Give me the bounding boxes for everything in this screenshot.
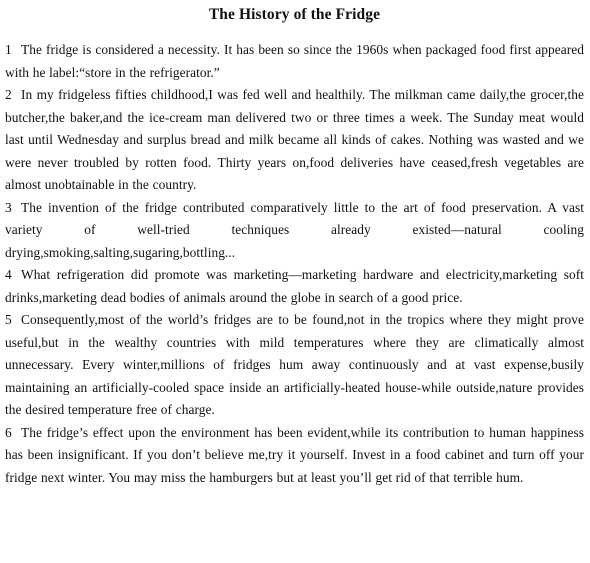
paragraph-text: What refrigeration did promote was marketing—marketing hardware and electricity,marketing soft drinks,marketing dead bodies of animals around the globe in search of a good price. [5,267,584,305]
paragraph-number: 5 [5,312,12,327]
document-title: The History of the Fridge [208,6,381,23]
paragraph-text: In my fridgeless fifties childhood,I was fed well and healthily. The milkman came daily,the grocer,the butcher,the baker,and the ice-cream man delivered two or three times a week. The Sunday meat would last until Wednesday and surplus bread and milk became all kinds of cakes. Nothing was wasted and we were never troubled by rotten food. Thirty years on,food deliveries have ceased,fresh vegetables are almost unobtainable in the country. [5,87,584,192]
paragraph-text: The fridge is considered a necessity. It has been so since the 1960s when packaged food first appeared with he label:“store in the refrigerator.” [5,42,584,80]
paragraph-2 [5,84,584,197]
paragraph-4 [5,264,584,309]
paragraph-6 [5,422,584,490]
paragraph-text: The invention of the fridge contributed comparatively little to the art of food preservation. A vast variety of well-tried techniques already existed—natural cooling drying,smoking,salting,sugaring,bottling... [5,199,584,260]
paragraph-1 [5,39,584,84]
paragraph-number: 4 [5,267,12,282]
paragraph-number: 1 [5,42,12,57]
paragraph-3 [5,197,584,265]
paragraph-text: Consequently,most of the world’s fridges are to be found,not in the tropics where they might prove useful,but in the wealthy countries with mild temperatures where they are climatically almost unnecessary. Every winter,millions of fridges hum away continuously and at vast expense,busily maintaining an artificially-cooled space inside an artificially-heated house-while outside,nature provides the desired temperature free of charge. [5,312,584,417]
paragraph-text: The fridge’s effect upon the environment has been evident,while its contribution to human happiness has been insignificant. If you don’t believe me,try it yourself. Invest in a food cabinet and turn off your fridge next winter. You may miss the hamburgers but at least you’ll get rid of that terrible hum. [5,424,584,485]
paragraph-number: 6 [5,424,12,440]
paragraph-5 [5,309,584,422]
paragraph-number: 3 [5,199,12,215]
paragraph-number: 2 [5,87,12,102]
